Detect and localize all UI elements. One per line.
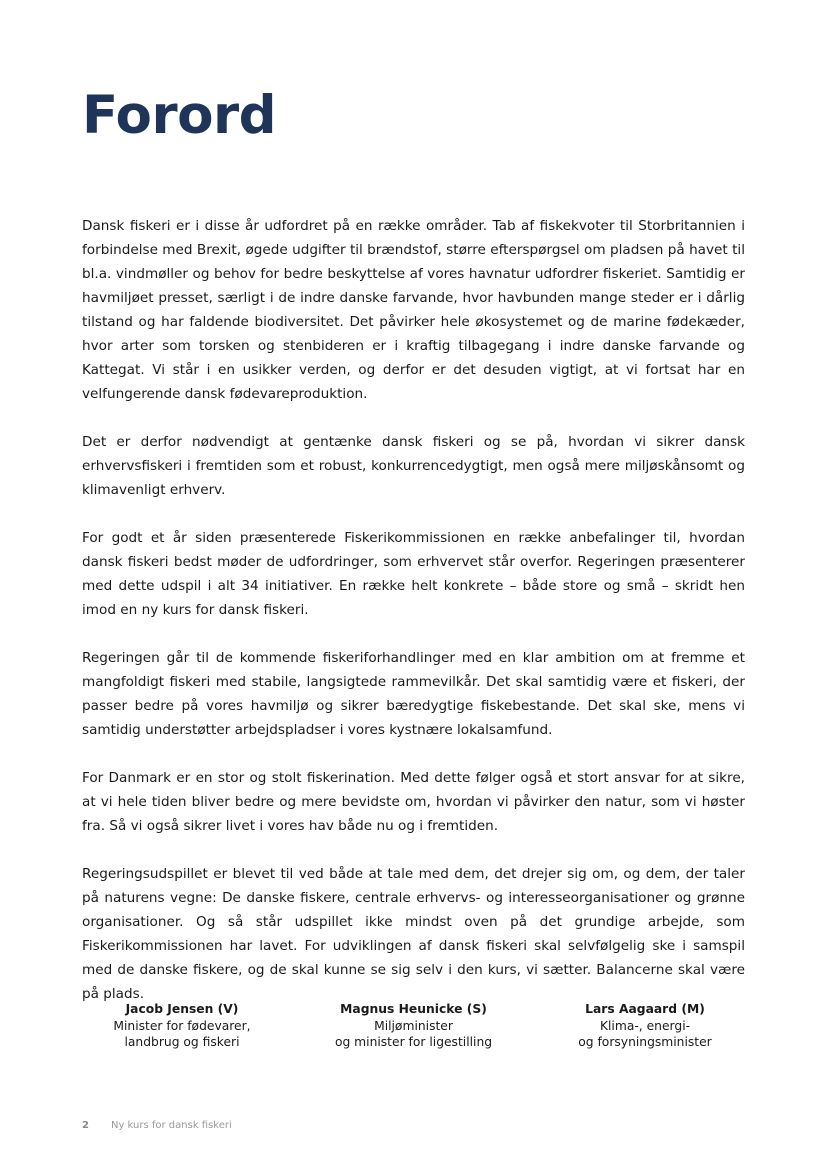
page-footer — [82, 1120, 232, 1131]
paragraph: For godt et år siden præsenterede Fiskerikommissionen en række anbefalinger til, hvordan dansk fiskeri bedst møder de udfordringer, som erhvervet står overfor. Regeringen præsenterer med dette udspil i alt 34 initiativer. En række helt konkrete – både store og små – skridt hen imod en ny kurs for dansk fiskeri. — [82, 530, 745, 618]
paragraph: For Danmark er en stor og stolt fiskerination. Med dette følger også et stort ansvar for at sikre, at vi hele tiden bliver bedre og mere bevidste om, hvordan vi påvirker den natur, som vi høster fra. Så vi også sikrer livet i vores hav både nu og i fremtiden. — [82, 770, 745, 834]
signature-lars-aagaard — [545, 1001, 745, 1051]
signatory-role: Miljøminister — [374, 1018, 453, 1033]
signatory-name: Jacob Jensen (V) — [125, 1002, 239, 1016]
signatory-role: og minister for ligestilling — [334, 1035, 493, 1049]
signatory-name: Magnus Heunicke (S) — [340, 1002, 487, 1016]
paragraph: Regeringsudspillet er blevet til ved både at tale med dem, det drejer sig om, og dem, der taler på naturens vegne: De danske fiskere, centrale erhvervs- og interesseorganisationer og grønne organisationer. Og så står udspillet ikke mindst oven på det grundige arbejde, som Fiskerikommissionen har lavet. For udviklingen af dansk fiskeri skal selvfølgelig ske i samspil med de danske fiskere, og de skal kunne se sig selv i den kurs, vi sætter. Balancerne skal være på plads. — [82, 866, 745, 1002]
paragraph: Det er derfor nødvendigt at gentænke dansk fiskeri og se på, hvordan vi sikrer dansk erhvervsfiskeri i fremtiden som et robust, konkurrencedygtigt, men også mere miljøskånsomt og klimavenligt erhverv. — [82, 434, 745, 498]
signatory-name: Lars Aagaard (M) — [585, 1002, 705, 1016]
paragraph: Regeringen går til de kommende fiskeriforhandlinger med en klar ambition om at fremme et mangfoldigt fiskeri med stabile, langsigtede rammevilkår. Det skal samtidig være et fiskeri, der passer bedre på vores havmiljø og sikrer bæredygtige fiskebestande. Det skal ske, mens vi samtidig understøtter arbejdspladser i vores kystnære lokalsamfund. — [82, 650, 745, 738]
publication-title: Ny kurs for dansk fiskeri — [110, 1120, 232, 1131]
page-title: Forord — [82, 85, 277, 146]
signature-magnus-heunicke — [314, 1001, 514, 1051]
signatory-role: Klima-, energi- — [599, 1018, 691, 1033]
signature-block — [82, 1001, 745, 1051]
page-number: 2 — [82, 1120, 89, 1131]
signatory-role: og forsyningsminister — [578, 1035, 712, 1049]
paragraph: Dansk fiskeri er i disse år udfordret på en række områder. Tab af fiskekvoter til Storbritannien i forbindelse med Brexit, øgede udgifter til brændstof, større efterspørgsel om pladsen på havet til bl.a. vindmøller og behov for bedre beskyttelse af vores havnatur udfordrer fiskeriet. Samtidig er havmiljøet presset, særligt i de indre danske farvande, hvor havbunden mange steder er i dårlig tilstand og har faldende biodiversitet. Det påvirker hele økosystemet og de marine fødekæder, hvor arter som torsken og stenbideren er i kraftig tilbagegang i indre danske farvande og Kattegat. Vi står i en usikker verden, og derfor er det desuden vigtigt, at vi fortsat har en velfungerende dansk fødevareproduktion. — [82, 218, 745, 402]
signature-jacob-jensen — [82, 1001, 282, 1051]
body-text — [82, 214, 745, 1030]
signatory-role: landbrug og fiskeri — [124, 1035, 240, 1049]
signatory-role: Minister for fødevarer, — [113, 1018, 251, 1033]
